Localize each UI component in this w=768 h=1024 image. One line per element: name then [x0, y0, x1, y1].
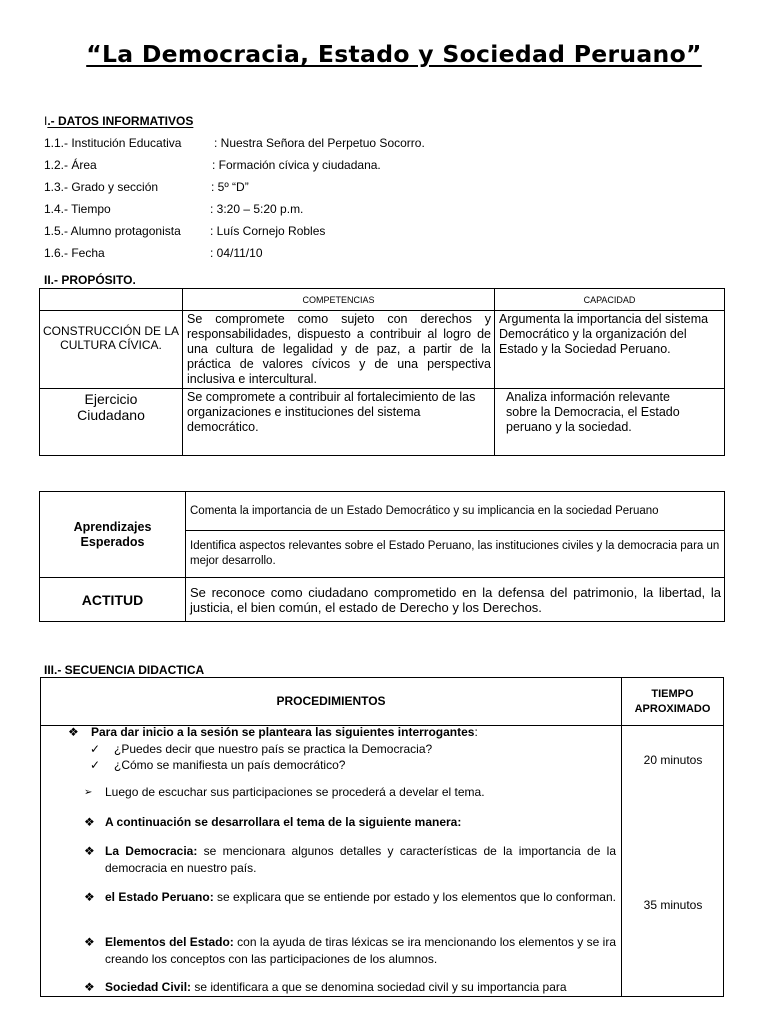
area-cell: Ejercicio Ciudadano: [40, 389, 183, 456]
section-datos-informativos: I.- DATOS INFORMATIVOS: [44, 114, 194, 128]
intro-text: Para dar inicio a la sesión se planteara las siguientes interrogantes:: [91, 725, 478, 739]
capacidad-header: CAPACIDAD: [495, 289, 725, 311]
section-secuencia: III.- SECUENCIA DIDACTICA: [44, 663, 205, 677]
document-title: “La Democracia, Estado y Sociedad Peruano”: [86, 40, 702, 68]
question-item: ¿Cómo se manifiesta un país democrático?: [114, 758, 346, 772]
check-icon: ✓: [90, 742, 101, 756]
diamond-bullet-icon: ❖: [84, 815, 95, 829]
actitud-label: ACTITUD: [40, 578, 186, 622]
info-row: 1.5.- Alumno protagonista : Luís Cornejo Robles: [44, 224, 326, 238]
arrow-bullet-icon: ➢: [84, 787, 93, 798]
competencias-header: COMPETENCIAS: [183, 289, 495, 311]
table-corner: [40, 289, 183, 311]
competencia-cell: Se compromete como sujeto con derechos y responsabilidades, dispuesto a contribuir al logro de una cultura de legalidad y de paz, a partir de la práctica de valores cívicos y de una perspectiva inclusiva e intercultural.: [183, 311, 495, 389]
diamond-bullet-icon: ❖: [84, 980, 95, 994]
question-item: ¿Puedes decir que nuestro país se practica la Democracia?: [114, 742, 433, 756]
diamond-bullet-icon: ❖: [84, 844, 95, 858]
diamond-bullet-icon: ❖: [84, 935, 95, 949]
tiempo-header: TIEMPO APROXIMADO: [622, 678, 724, 726]
actitud-text: Se reconoce como ciudadano comprometido en la defensa del patrimonio, la libertad, la justicia, el bien común, el estado de Derecho y los Derechos.: [186, 578, 725, 622]
info-row: 1.3.- Grado y sección : 5º “D”: [44, 180, 249, 194]
proposito-table: [39, 288, 725, 456]
topic-item: Elementos del Estado: con la ayuda de tiras léxicas se ira mencionando los elementos y se ira creando los conceptos con las participaciones de los alumnos.: [105, 935, 616, 966]
capacidad-cell: Argumenta la importancia del sistema Democrático y la organización del Estado y la Sociedad Peruano.: [495, 311, 725, 389]
continuacion-text: A continuación se desarrollara el tema de la siguiente manera:: [105, 815, 462, 829]
luego-text: Luego de escuchar sus participaciones se procederá a develar el tema.: [105, 785, 485, 799]
info-list: [44, 132, 464, 266]
info-row: 1.6.- Fecha : 04/11/10: [44, 246, 263, 260]
aprendizajes-table: [39, 491, 725, 622]
topic-item: el Estado Peruano: se explicara que se entiende por estado y los elementos que lo conforman.: [105, 890, 616, 904]
tiempo-value: 35 minutos: [643, 898, 703, 912]
tiempo-value: 20 minutos: [643, 753, 703, 767]
info-row: 1.1.- Institución Educativa : Nuestra Señora del Perpetuo Socorro.: [44, 136, 425, 150]
aprendizaje-item: Identifica aspectos relevantes sobre el Estado Peruano, las instituciones civiles y la democracia para un mejor desarrollo.: [186, 531, 725, 578]
section-proposito: II.- PROPÓSITO.: [44, 273, 136, 287]
area-cell: CONSTRUCCIÓN DE LA CULTURA CÍVICA.: [40, 311, 183, 389]
topic-item: La Democracia: se mencionara algunos detalles y características de la importancia de la democracia en nuestro país.: [105, 844, 617, 875]
aprendizaje-item: Comenta la importancia de un Estado Democrático y su implicancia en la sociedad Peruano: [186, 492, 725, 531]
procedimientos-header: PROCEDIMIENTOS: [41, 678, 622, 726]
competencia-cell: Se compromete a contribuir al fortalecimiento de las organizaciones e instituciones del sistema democrático.: [183, 389, 495, 456]
check-icon: ✓: [90, 758, 101, 772]
diamond-bullet-icon: ❖: [84, 890, 95, 904]
aprendizajes-label: Aprendizajes Esperados: [40, 492, 186, 578]
topic-item: Sociedad Civil: se identificara a que se denomina sociedad civil y su importancia para: [105, 980, 567, 994]
diamond-bullet-icon: ❖: [68, 725, 79, 739]
capacidad-cell: Analiza información relevante sobre la Democracia, el Estado peruano y la sociedad.: [495, 389, 725, 456]
info-row: 1.4.- Tiempo : 3:20 – 5:20 p.m.: [44, 202, 304, 216]
info-row: 1.2.- Área : Formación cívica y ciudadana.: [44, 158, 381, 172]
